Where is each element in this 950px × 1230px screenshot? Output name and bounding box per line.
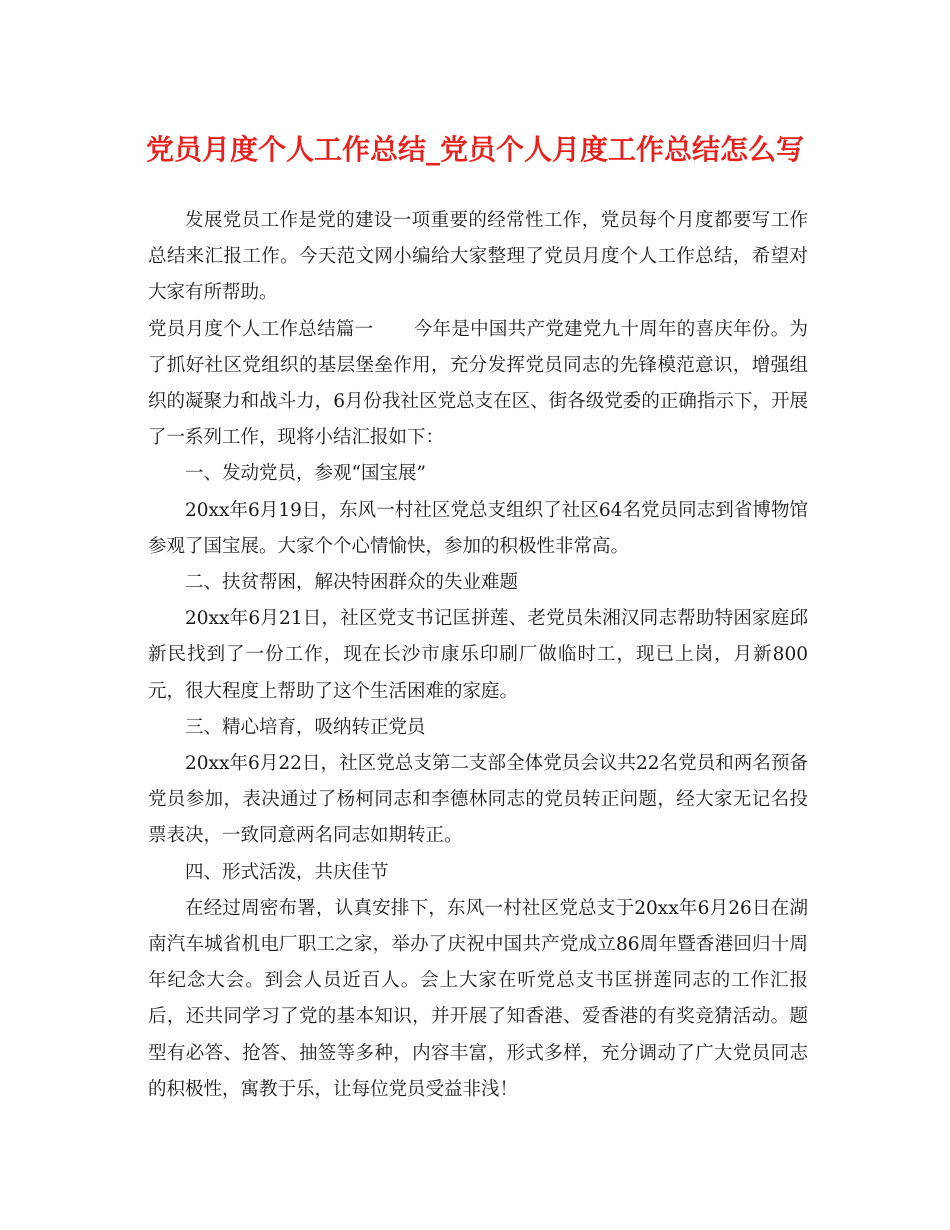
document-body (148, 203, 808, 1108)
item-body: 20xx年6月21日，社区党支书记匡拼莲、老党员朱湘汉同志帮助特困家庭邱新民找到了一份工作，现在长沙市康乐印刷厂做临时工，现已上岗，月新800元，很大程度上帮助了这个生活困难的家庭。 (148, 608, 808, 702)
item-heading: 一、发动党员，参观“国宝展” (185, 463, 426, 485)
item-body: 20xx年6月22日，社区党总支第二支部全体党员会议共22名党员和两名预备党员参加，表决通过了杨柯同志和李德林同志的党员转正问题，经大家无记名投票表决，一致同意两名同志如期转正。 (148, 753, 808, 847)
item-heading: 四、形式活泼，共庆佳节 (185, 861, 389, 883)
section-lead: 今年是中国共产党建党九十周年的喜庆年份。为了抓好社区党组织的基层堡垒作用，充分发挥党员同志的先锋模范意识，增强组织的凝聚力和战斗力，6月份我社区党总支在区、街各级党委的正确指示下，开展了一系列工作，现将小结汇报如下： (148, 318, 808, 449)
item-body: 在经过周密布署，认真安排下，东风一村社区党总支于20xx年6月26日在湖南汽车城省机电厂职工之家，举办了庆祝中国共产党成立86周年暨香港回归十周年纪念大会。到会人员近百人。会上大家在听党总支书匡拼莲同志的工作汇报后，还共同学习了党的基本知识，并开展了知香港、爱香港的有奖竞猜活动。题型有必答、抢答、抽签等多种，内容丰富，形式多样，充分调动了广大党员同志的积极性，寓教于乐，让每位党员受益非浅！ (148, 897, 808, 1100)
intro-paragraph: 发展党员工作是党的建设一项重要的经常性工作，党员每个月度都要写工作总结来汇报工作。今天范文网小编给大家整理了党员月度个人工作总结，希望对大家有所帮助。 (148, 210, 808, 304)
item-heading: 三、精心培育，吸纳转正党员 (185, 716, 426, 738)
item-body: 20xx年6月19日，东风一村社区党总支组织了社区64名党员同志到省博物馆参观了国宝展。大家个个心情愉快，参加的积极性非常高。 (148, 499, 808, 557)
item-heading: 二、扶贫帮困，解决特困群众的失业难题 (185, 572, 519, 594)
document-title: 党员月度个人工作总结_党员个人月度工作总结怎么写 (145, 133, 804, 166)
section-label: 党员月度个人工作总结篇一 (148, 318, 374, 340)
section-paragraph (148, 312, 808, 457)
